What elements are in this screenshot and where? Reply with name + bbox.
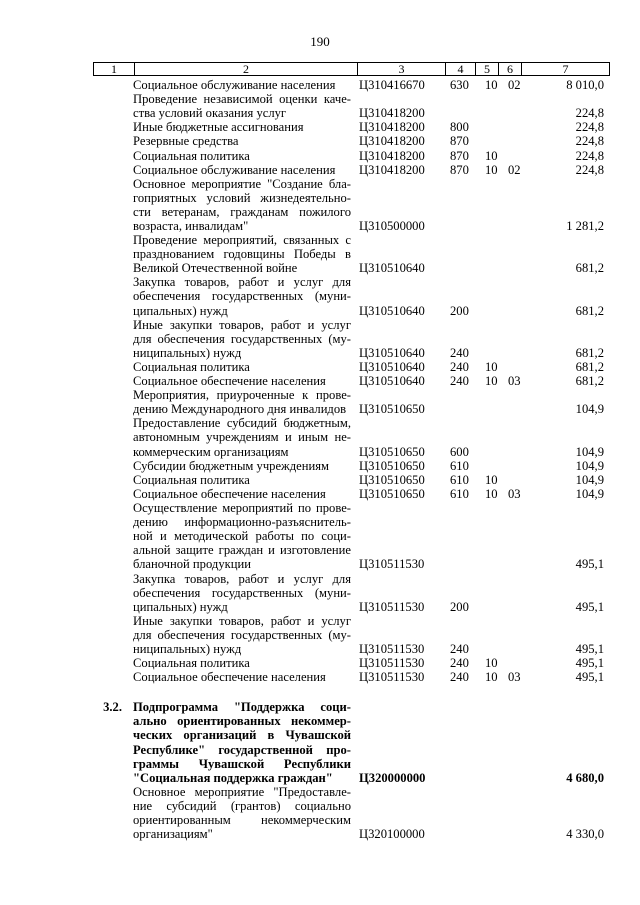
description-line: Социальное обеспечение населения <box>133 670 326 685</box>
description-line: Социальное обеспечение населения <box>133 374 326 389</box>
expense-type: 870 <box>450 162 469 177</box>
budget-code: Ц320000000 <box>359 770 426 785</box>
description-line: Иные закупки товаров, работ и услуг <box>133 317 351 332</box>
budget-code: Ц310510640 <box>359 303 425 318</box>
table-row <box>0 163 640 177</box>
table-row <box>0 459 640 473</box>
section: 10 <box>485 472 498 487</box>
section: 10 <box>485 162 498 177</box>
description-line: Социальное обслуживание населения <box>133 78 336 92</box>
amount: 224,8 <box>575 120 604 135</box>
budget-code: Ц310511530 <box>359 641 425 656</box>
amount: 4 330,0 <box>566 827 604 842</box>
table-row <box>0 134 640 148</box>
row-description <box>133 163 351 177</box>
budget-code: Ц310510650 <box>359 472 425 487</box>
row-description <box>133 318 351 360</box>
table-row <box>0 656 640 670</box>
section: 10 <box>485 148 498 163</box>
amount: 224,8 <box>575 106 604 121</box>
amount: 224,8 <box>575 134 604 149</box>
amount: 681,2 <box>575 374 604 389</box>
amount: 104,9 <box>575 472 604 487</box>
description-line: ние субсидий (грантов) социально <box>133 798 351 813</box>
description-line: Мероприятия, приуроченные к прове- <box>133 388 351 403</box>
table-row <box>0 360 640 374</box>
table-row <box>0 92 640 120</box>
column-1-header: 1 <box>94 63 135 75</box>
budget-code: Ц310416670 <box>359 78 425 92</box>
budget-code: Ц310418200 <box>359 148 425 163</box>
description-line: Подпрограмма "Поддержка соци- <box>133 700 351 715</box>
row-description <box>133 360 351 374</box>
description-line: гоприятных условий жизнедеятельно- <box>133 190 351 205</box>
description-line: Субсидии бюджетным учреждениям <box>133 458 329 473</box>
description-line: Проведение независимой оценки каче- <box>133 92 351 107</box>
description-line: Республике" государственной про- <box>133 742 351 757</box>
amount: 495,1 <box>575 599 604 614</box>
expense-type: 600 <box>450 444 469 459</box>
section: 10 <box>485 374 498 389</box>
expense-type: 200 <box>450 303 469 318</box>
row-description <box>133 120 351 134</box>
row-description <box>133 374 351 388</box>
description-line: Основное мероприятие "Предоставле- <box>133 784 351 799</box>
row-description <box>133 700 351 785</box>
budget-code: Ц310510640 <box>359 360 425 374</box>
amount: 681,2 <box>575 345 604 360</box>
expense-type: 870 <box>450 148 469 163</box>
description-line: "Социальная поддержка граждан" <box>133 770 333 785</box>
table-row <box>0 473 640 487</box>
row-description <box>133 416 351 458</box>
column-7-header: 7 <box>562 62 569 76</box>
expense-type: 240 <box>450 374 469 389</box>
amount: 104,9 <box>575 486 604 501</box>
budget-code: Ц310510640 <box>359 374 425 389</box>
description-line: ства условий оказания услуг <box>133 106 287 121</box>
description-line: Социальное обслуживание населения <box>133 162 336 177</box>
description-line: сти ветеранам, гражданам пожилого <box>133 204 351 219</box>
description-line: организациям" <box>133 827 213 842</box>
amount: 4 680,0 <box>566 770 604 785</box>
section: 10 <box>485 486 498 501</box>
row-description <box>133 614 351 656</box>
expense-type: 870 <box>450 134 469 149</box>
description-line: дению Международного дня инвалидов <box>133 402 347 417</box>
description-line: Резервные средства <box>133 134 239 149</box>
budget-code: Ц310418200 <box>359 162 425 177</box>
budget-code: Ц310511530 <box>359 670 425 685</box>
amount: 224,8 <box>575 162 604 177</box>
description-line: возраста, инвалидам" <box>133 218 249 233</box>
row-number: 3.2. <box>103 700 122 715</box>
description-line: граммы Чувашской Республики <box>133 756 351 771</box>
amount: 104,9 <box>575 402 604 417</box>
description-line: Закупка товаров, работ и услуг для <box>133 275 351 290</box>
budget-code: Ц310510650 <box>359 444 425 459</box>
subsection: 03 <box>508 374 521 389</box>
description-line: Социальная политика <box>133 360 250 374</box>
row-description <box>133 656 351 670</box>
table-row <box>0 120 640 134</box>
table-row <box>0 374 640 388</box>
subsection: 03 <box>508 670 521 685</box>
description-line: обеспечения государственных (муни- <box>133 289 351 304</box>
description-line: празднованием годовщины Победы в <box>133 247 351 262</box>
page-number: 190 <box>310 34 330 49</box>
description-line: ной и методической работы по соци- <box>133 529 351 544</box>
column-2-header: 2 <box>135 63 358 75</box>
description-line: Социальная политика <box>133 148 250 163</box>
description-line: Иные бюджетные ассигнования <box>133 120 304 135</box>
description-line: Закупка товаров, работ и услуг для <box>133 571 351 586</box>
table-row <box>0 177 640 233</box>
amount: 8 010,0 <box>566 78 604 92</box>
amount: 104,9 <box>575 444 604 459</box>
amount: 224,8 <box>575 148 604 163</box>
description-line: ниципальных) нужд <box>133 641 242 656</box>
subsection: 02 <box>508 162 521 177</box>
amount: 495,1 <box>575 670 604 685</box>
row-description <box>133 134 351 148</box>
section: 10 <box>485 670 498 685</box>
amount: 681,2 <box>575 261 604 276</box>
budget-code: Ц310418200 <box>359 106 425 121</box>
description-line: Социальная политика <box>133 472 250 487</box>
amount: 681,2 <box>575 360 604 374</box>
description-line: Иные закупки товаров, работ и услуг <box>133 613 351 628</box>
description-line: дению информационно-разъяснитель- <box>133 515 351 530</box>
section: 10 <box>485 360 498 374</box>
table-row <box>0 149 640 163</box>
subsection: 03 <box>508 486 521 501</box>
budget-code: Ц310500000 <box>359 218 425 233</box>
description-line: Социальное обеспечение населения <box>133 486 326 501</box>
expense-type: 610 <box>450 458 469 473</box>
budget-code: Ц310510640 <box>359 345 425 360</box>
row-description <box>133 388 351 416</box>
description-line: обеспечения государственных (муни- <box>133 585 351 600</box>
table-row <box>0 233 640 275</box>
expense-type: 240 <box>450 670 469 685</box>
description-line: Основное мероприятие "Создание бла- <box>133 176 351 191</box>
row-description <box>133 487 351 501</box>
row-description <box>133 78 351 92</box>
expense-type: 240 <box>450 360 469 374</box>
subsection: 02 <box>508 78 521 92</box>
column-6-header: 6 <box>499 63 522 75</box>
row-description <box>133 670 351 684</box>
table-row <box>0 487 640 501</box>
expense-type: 630 <box>450 78 469 92</box>
description-line: бланочной продукции <box>133 557 251 572</box>
expense-type: 240 <box>450 641 469 656</box>
description-line: ческих организаций в Чувашской <box>133 728 351 743</box>
description-line: ниципальных) нужд <box>133 345 242 360</box>
expense-type: 240 <box>450 345 469 360</box>
table-row <box>0 78 640 92</box>
budget-code: Ц310510650 <box>359 486 425 501</box>
amount: 495,1 <box>575 656 604 671</box>
budget-code: Ц310418200 <box>359 120 425 135</box>
expense-type: 610 <box>450 486 469 501</box>
description-line: ципальных) нужд <box>133 599 228 614</box>
description-line: ально ориентированных некоммер- <box>133 714 351 729</box>
row-description <box>133 473 351 487</box>
expense-type: 240 <box>450 656 469 671</box>
amount: 495,1 <box>575 641 604 656</box>
budget-code: Ц310510650 <box>359 458 425 473</box>
description-line: альной защите граждан и изготовление <box>133 543 351 558</box>
budget-code: Ц310418200 <box>359 134 425 149</box>
budget-code: Ц310511530 <box>359 557 425 572</box>
table-row <box>0 318 640 360</box>
row-description <box>133 501 351 571</box>
table-row <box>0 700 640 785</box>
budget-code: Ц320100000 <box>359 827 425 842</box>
description-line: Социальная политика <box>133 656 250 671</box>
description-line: коммерческим организациям <box>133 444 289 459</box>
row-description <box>133 92 351 120</box>
description-line: для обеспечения государственных (му- <box>133 331 351 346</box>
description-line: ципальных) нужд <box>133 303 228 318</box>
description-line: Великой Отечественной войне <box>133 261 298 276</box>
row-description <box>133 233 351 275</box>
budget-code: Ц310511530 <box>359 599 425 614</box>
row-description <box>133 785 351 841</box>
description-line: Предоставление субсидий бюджетным, <box>133 416 351 431</box>
row-description <box>133 275 351 317</box>
section: 10 <box>485 78 498 92</box>
amount: 681,2 <box>575 303 604 318</box>
amount: 495,1 <box>575 557 604 572</box>
row-description <box>133 459 351 473</box>
budget-code: Ц310511530 <box>359 656 425 671</box>
description-line: Проведение мероприятий, связанных с <box>133 233 351 248</box>
expense-type: 610 <box>450 472 469 487</box>
row-description <box>133 177 351 233</box>
row-description <box>133 149 351 163</box>
column-3-header: 3 <box>358 63 446 75</box>
budget-code: Ц310510640 <box>359 261 425 276</box>
column-4-header: 4 <box>446 63 476 75</box>
amount: 1 281,2 <box>566 218 604 233</box>
table-row <box>0 388 640 416</box>
expense-type: 800 <box>450 120 469 135</box>
table-row <box>0 416 640 458</box>
table-row <box>0 501 640 572</box>
expense-type: 200 <box>450 599 469 614</box>
table-header-row <box>93 62 610 76</box>
table-row <box>0 670 640 684</box>
table-row <box>0 614 640 656</box>
amount: 104,9 <box>575 458 604 473</box>
section: 10 <box>485 656 498 671</box>
description-line: для обеспечения государственных (му- <box>133 627 351 642</box>
budget-code: Ц310510650 <box>359 402 425 417</box>
description-line: автономным учреждениям и иным не- <box>133 430 351 445</box>
column-5-header: 5 <box>476 63 499 75</box>
description-line: Осуществление мероприятий по прове- <box>133 501 351 515</box>
table-row <box>0 785 640 841</box>
description-line: ориентированным некоммерческим <box>133 813 351 828</box>
table-row <box>0 572 640 614</box>
table-row <box>0 275 640 317</box>
row-description <box>133 572 351 614</box>
